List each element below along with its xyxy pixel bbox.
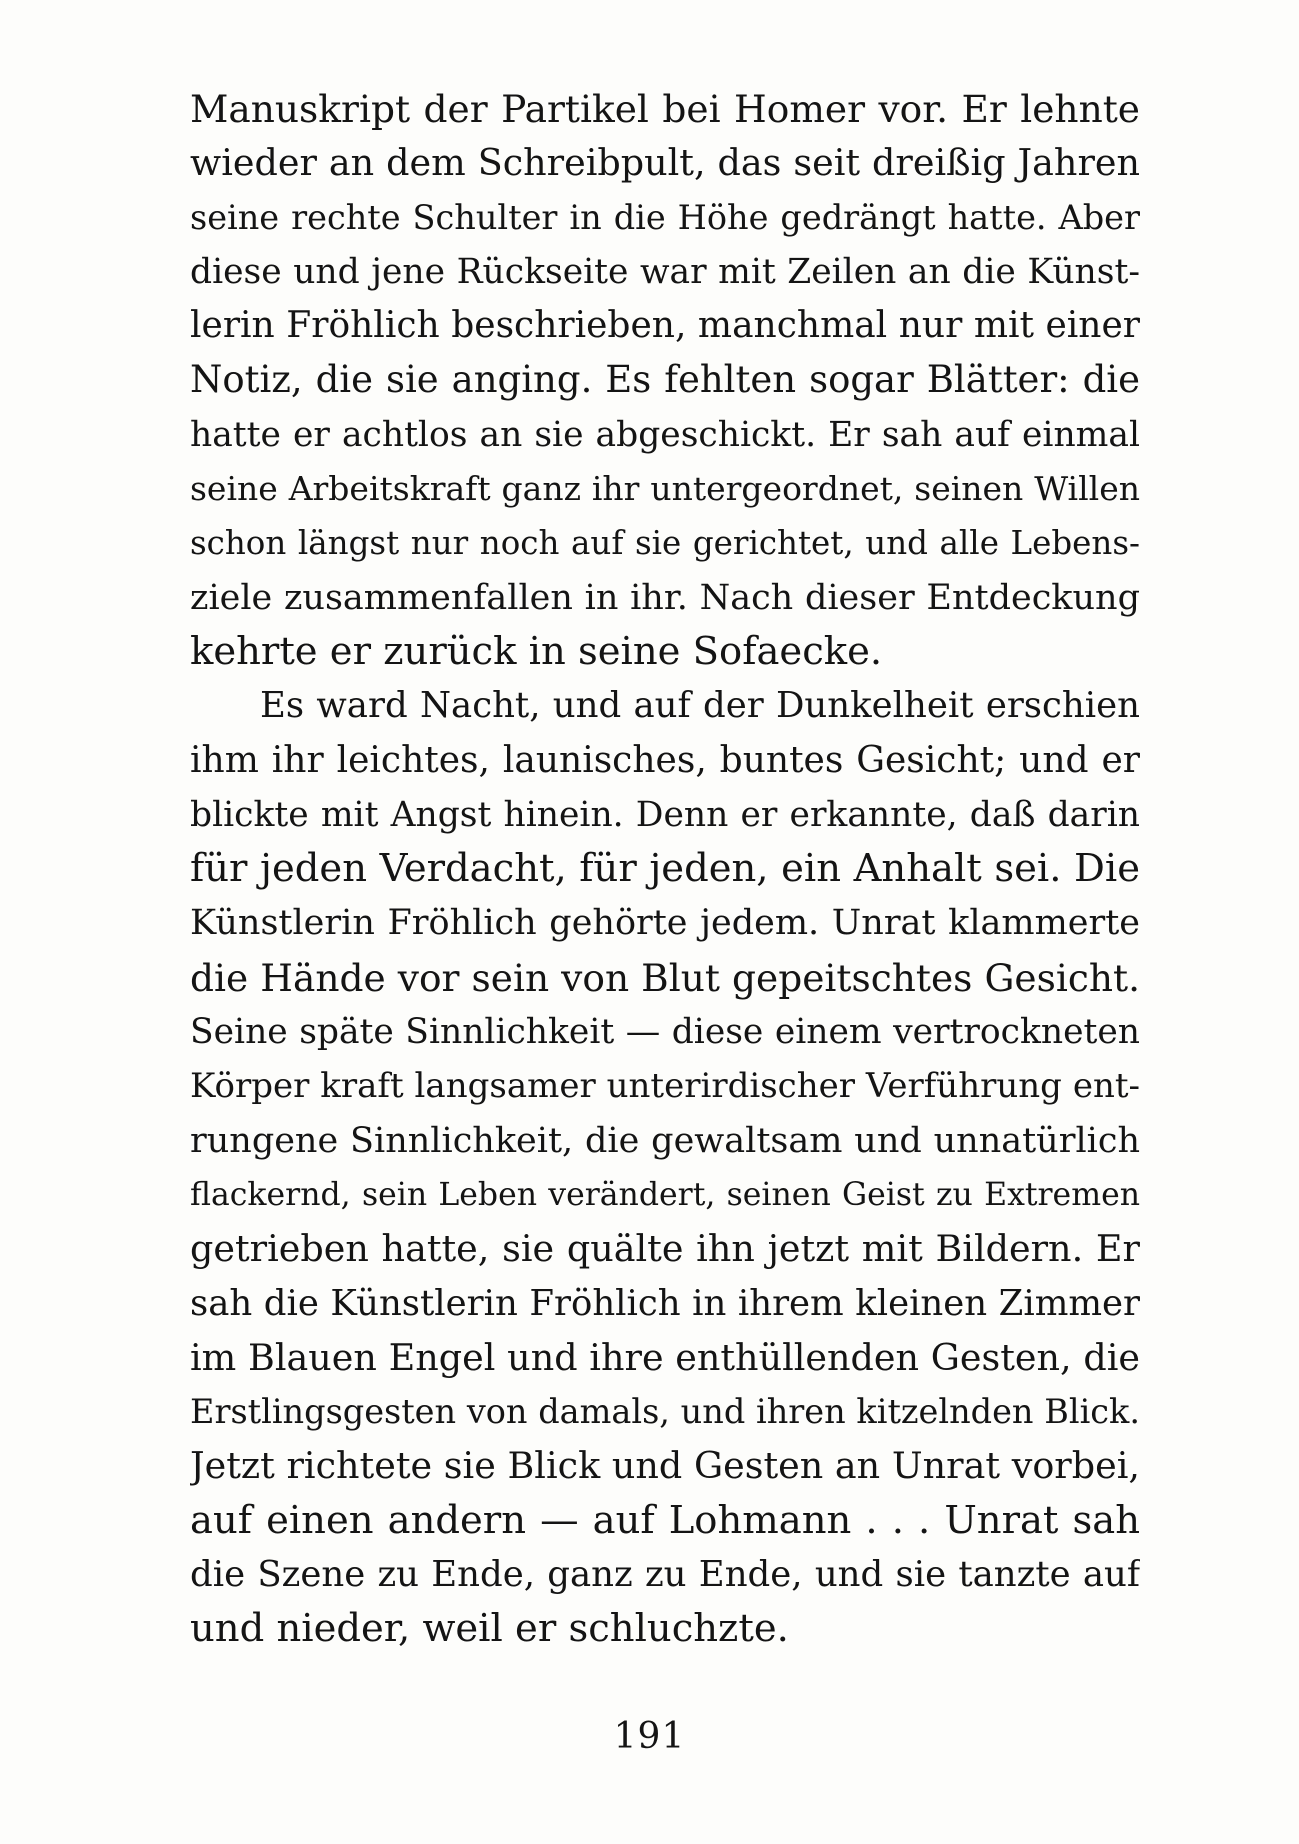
text-line: ziele zusammenfallen in ihr. Nach dieser Entdeckung — [190, 577, 1140, 618]
paragraph — [190, 82, 1140, 679]
text-line: blickte mit Angst hinein. Denn er erkannte, daß darin — [190, 794, 1140, 835]
text-line: getrieben hatte, sie quälte ihn jetzt mit Bildern. Er — [190, 1227, 1140, 1271]
text-line: und nieder, weil er schluchzte. — [190, 1606, 789, 1652]
text-line: wieder an dem Schreibpult, das seit dreißig Jahren — [190, 141, 1140, 185]
text-line: schon längst nur noch auf sie gerichtet, und alle Lebens- — [190, 524, 1140, 563]
text-line: Körper kraft langsamer unterirdischer Verführung ent- — [190, 1066, 1140, 1107]
text-line: diese und jene Rückseite war mit Zeilen an die Künst- — [190, 251, 1140, 292]
text-line: rungene Sinnlichkeit, die gewaltsam und unnatürlich — [190, 1120, 1140, 1161]
text-line: Seine späte Sinnlichkeit — diese einem vertrockneten — [190, 1012, 1140, 1053]
text-line: ihm ihr leichtes, launisches, buntes Gesicht; und er — [190, 739, 1140, 781]
text-line: Es ward Nacht, und auf der Dunkelheit erschien — [260, 685, 1140, 727]
text-line: kehrte er zurück in seine Sofaecke. — [190, 628, 883, 674]
text-line: sah die Künstlerin Fröhlich in ihrem kleinen Zimmer — [190, 1282, 1140, 1324]
text-line: die Szene zu Ende, ganz zu Ende, und sie tanzte auf — [190, 1554, 1140, 1596]
text-line: Erstlingsgesten von damals, und ihren kitzelnden Blick. — [190, 1392, 1140, 1432]
text-line: Manuskript der Partikel bei Homer vor. Er lehnte — [190, 87, 1140, 131]
text-line: flackernd, sein Leben verändert, seinen Geist zu Extremen — [190, 1176, 1140, 1213]
text-line: die Hände vor sein von Blut gepeitschtes Gesicht. — [190, 955, 1140, 1000]
text-line: hatte er achtlos an sie abgeschickt. Er sah auf einmal — [190, 414, 1140, 455]
text-line: lerin Fröhlich beschrieben, manchmal nur mit einer — [190, 305, 1140, 347]
text-line: im Blauen Engel und ihre enthüllenden Gesten, die — [190, 1335, 1140, 1379]
text-line: seine rechte Schulter in die Höhe gedrängt hatte. Aber — [190, 197, 1140, 237]
text-line: seine Arbeitskraft ganz ihr untergeordnet, seinen Willen — [190, 469, 1140, 509]
paragraph — [190, 679, 1140, 1656]
text-line: Jetzt richtete sie Blick und Gesten an Unrat vorbei, — [190, 1444, 1140, 1488]
text-line: Künstlerin Fröhlich gehörte jedem. Unrat klammerte — [190, 903, 1140, 944]
text-line: auf einen andern — auf Lohmann . . . Unrat sah — [190, 1497, 1140, 1543]
text-line: Notiz, die sie anging. Es fehlten sogar Blätter: die — [190, 358, 1140, 402]
body-text — [190, 82, 1140, 1657]
page-number: 191 — [613, 1716, 686, 1757]
text-line: für jeden Verdacht, für jeden, ein Anhalt sei. Die — [190, 846, 1140, 892]
